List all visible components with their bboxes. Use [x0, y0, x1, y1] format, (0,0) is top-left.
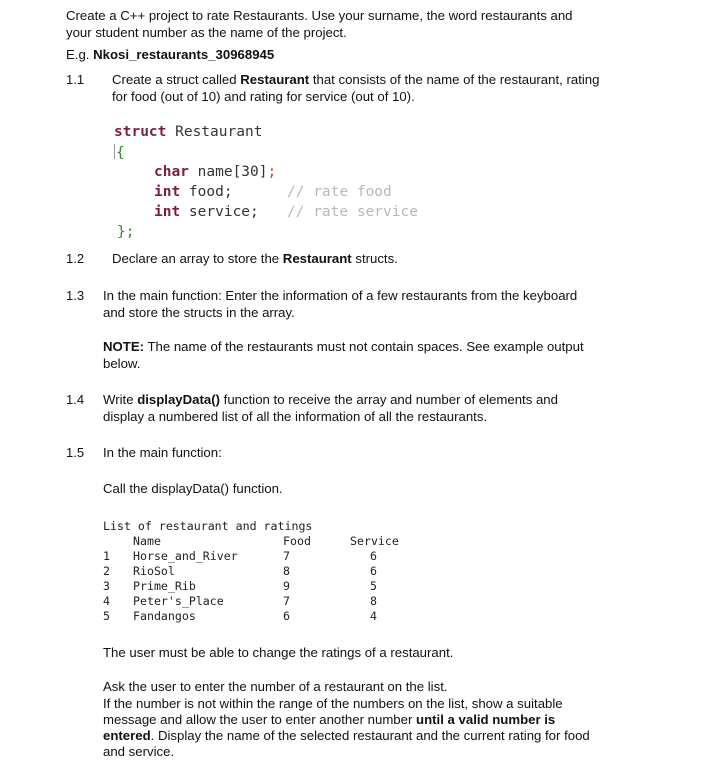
output-row-service: 6 — [370, 549, 377, 563]
code-type-char: char — [154, 164, 189, 180]
code-food-decl: food; — [180, 184, 233, 200]
section-1-4-line-1 — [103, 391, 558, 408]
section-1-4-line-2: display a numbered list of all the information of all the restaurants. — [103, 409, 488, 424]
example-project-name: Nkosi_restaurants_30968945 — [93, 47, 275, 62]
section-1-1-line-2: for food (out of 10) and rating for service (out of 10). — [112, 89, 415, 104]
closing-line-2: Ask the user to enter the number of a restaurant on the list. — [103, 679, 448, 694]
intro-line-1 — [66, 7, 573, 24]
output-title: List of restaurant and ratings — [103, 519, 313, 533]
closing-line-4 — [103, 711, 555, 728]
code-open-brace: { — [116, 145, 125, 161]
code-line-int-food — [154, 184, 233, 200]
output-row-food: 7 — [283, 549, 290, 563]
output-row-food: 7 — [283, 594, 290, 608]
s12-bold: Restaurant — [282, 251, 352, 266]
section-number-1-4: 1.4 — [66, 392, 85, 407]
section-number-1-2: 1.2 — [66, 251, 85, 266]
output-row-name: Horse_and_River — [133, 549, 238, 563]
output-row-number: 4 — [103, 594, 110, 608]
output-row-food: 8 — [283, 564, 290, 578]
output-row-number: 3 — [103, 579, 110, 593]
closing-line-6: and service. — [103, 744, 175, 759]
code-type-int-service: int — [154, 204, 181, 220]
code-close-brace: }; — [117, 224, 135, 240]
closing-line-5 — [103, 727, 590, 744]
s14-pre: Write — [103, 392, 138, 407]
s12-pre: Declare an array to store the — [112, 251, 283, 266]
output-row-food: 9 — [283, 579, 290, 593]
output-row-service: 6 — [370, 564, 377, 578]
output-row-name: RioSol — [133, 564, 175, 578]
s11-pre: Create a struct called — [112, 72, 241, 87]
closing-line-5-post: . Display the name of the selected restaurant and the current rating for food — [150, 728, 590, 743]
section-1-5-line-2: Call the displayData() function. — [103, 481, 283, 496]
section-1-1-line-1 — [112, 71, 599, 88]
output-row-number: 5 — [103, 609, 110, 623]
closing-line-5-bold: entered — [103, 728, 151, 743]
intro-line-1-text: Create a C++ project to rate Restaurants. Use your surname, the word restaurants and — [66, 8, 573, 23]
example-name-line — [66, 46, 274, 63]
code-line-int-service — [154, 204, 259, 220]
s11-bold: Restaurant — [240, 72, 310, 87]
output-row-name: Fandangos — [133, 609, 196, 623]
output-row-food: 6 — [283, 609, 290, 623]
section-1-2-line — [112, 250, 398, 267]
section-number-1-3: 1.3 — [66, 288, 85, 303]
output-row-number: 2 — [103, 564, 110, 578]
code-close-brace-line — [117, 224, 134, 240]
section-1-5-line-1: In the main function: — [103, 445, 222, 460]
example-prefix: E.g. — [66, 47, 94, 62]
output-header-food: Food — [283, 534, 311, 548]
output-header-service: Service — [350, 534, 399, 548]
output-header-name: Name — [133, 534, 161, 548]
closing-line-4-bold: until a valid number is — [416, 712, 556, 727]
code-keyword-struct: struct — [114, 124, 167, 140]
code-name-decl: name[30] — [188, 164, 268, 180]
section-1-3-line-2: and store the structs in the array. — [103, 305, 295, 320]
code-comment-service: // rate service — [287, 204, 418, 220]
s14-bold: displayData() — [137, 392, 221, 407]
s11-post: that consists of the name of the restaurant, rating — [309, 72, 600, 87]
intro-line-2-text: your student number as the name of the project. — [66, 25, 347, 40]
code-cursor — [114, 144, 115, 159]
code-open-brace-line — [114, 144, 125, 161]
output-row-service: 8 — [370, 594, 377, 608]
code-semicolon: ; — [267, 164, 277, 180]
output-row-name: Peter's_Place — [133, 594, 224, 608]
section-number-1-5: 1.5 — [66, 445, 85, 460]
s14-post: function to receive the array and number of elements and — [220, 392, 558, 407]
code-service-decl: service; — [180, 204, 259, 220]
section-number-1-1: 1.1 — [66, 72, 85, 87]
code-type-int-food: int — [154, 184, 181, 200]
section-1-3-line-1: In the main function: Enter the information of a few restaurants from the keyboard — [103, 288, 578, 303]
note-text: The name of the restaurants must not contain spaces. See example output — [144, 339, 584, 354]
closing-line-1: The user must be able to change the ratings of a restaurant. — [103, 645, 454, 660]
note-line-2: below. — [103, 356, 141, 371]
code-line-char-name — [154, 164, 276, 180]
output-row-name: Prime_Rib — [133, 579, 196, 593]
intro-line-2 — [66, 24, 347, 41]
closing-line-3: If the number is not within the range of the numbers on the list, show a suitable — [103, 696, 563, 711]
note-label: NOTE: — [103, 339, 145, 354]
example-output — [103, 519, 423, 629]
output-row-service: 4 — [370, 609, 377, 623]
code-struct-line — [114, 124, 262, 140]
output-row-number: 1 — [103, 549, 110, 563]
code-struct-name: Restaurant — [166, 124, 263, 140]
note-line-1 — [103, 338, 584, 355]
code-comment-food: // rate food — [287, 184, 392, 200]
output-row-service: 5 — [370, 579, 377, 593]
closing-line-4-pre: message and allow the user to enter another number — [103, 712, 417, 727]
s12-post: structs. — [351, 251, 398, 266]
